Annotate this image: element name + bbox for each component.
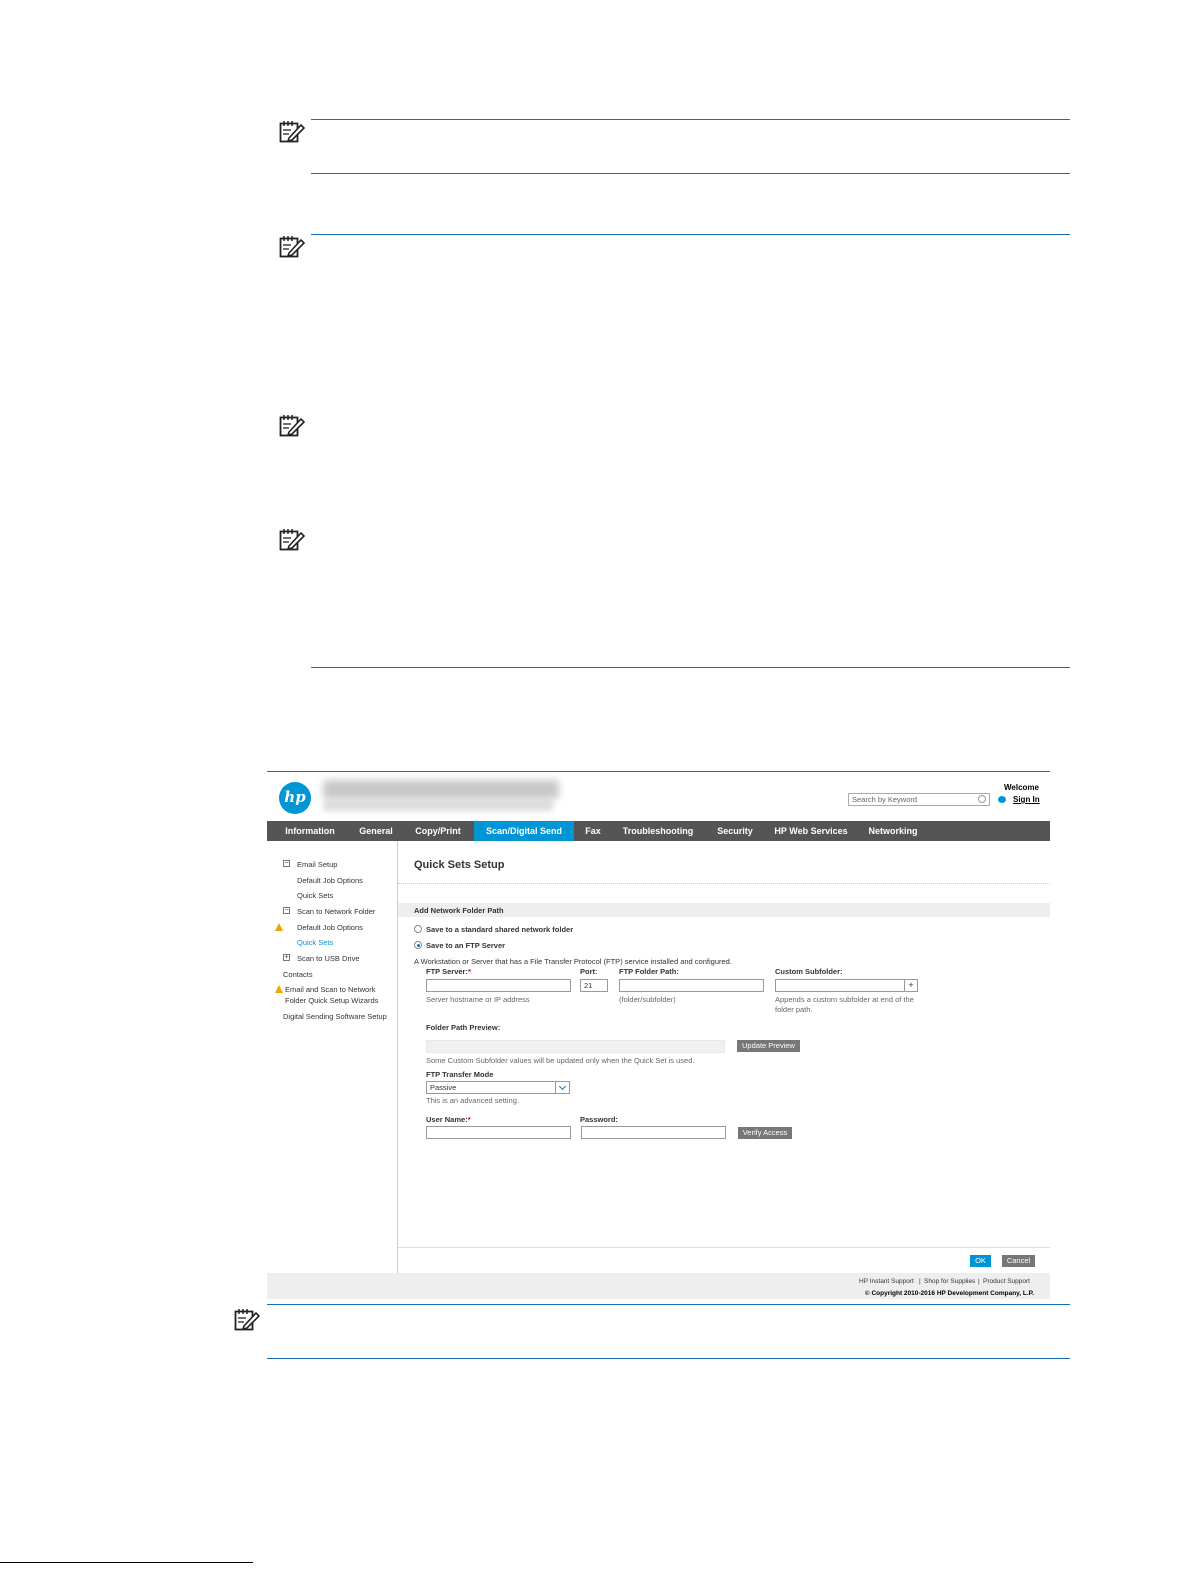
tab-networking[interactable]: Networking — [868, 826, 918, 836]
update-preview-button[interactable]: Update Preview — [737, 1040, 800, 1052]
user-name-input[interactable] — [426, 1126, 571, 1139]
sidebar-item-digital-sending-software-setup[interactable]: Digital Sending Software Setup — [283, 1012, 387, 1021]
radio-shared-folder[interactable] — [414, 925, 422, 933]
cancel-button[interactable]: Cancel — [1002, 1255, 1035, 1267]
copyright: © Copyright 2010-2016 HP Development Company, L.P. — [864, 1290, 1034, 1297]
warning-icon — [275, 985, 283, 993]
tab-hp-web-services[interactable]: HP Web Services — [774, 826, 848, 836]
search-placeholder: Search by Keyword — [852, 795, 918, 804]
warning-icon — [275, 923, 283, 931]
custom-subfolder-input[interactable] — [775, 979, 918, 992]
welcome-label: Welcome — [1004, 783, 1039, 792]
main-panel — [398, 841, 1050, 1273]
folder-path-input[interactable] — [619, 979, 764, 992]
note-icon — [279, 414, 305, 438]
sidebar-item-snf-quick-sets[interactable]: Quick Sets — [297, 938, 334, 947]
tab-scan-digital-send[interactable]: Scan/Digital Send — [474, 821, 574, 841]
user-name-label: User Name:* — [426, 1115, 471, 1124]
required-mark: * — [467, 967, 471, 976]
hp-logo: hp — [279, 782, 311, 814]
note-icon — [279, 235, 305, 259]
port-input[interactable]: 21 — [580, 979, 608, 992]
custom-subfolder-hint-line1: Appends a custom subfolder at end of the — [775, 995, 914, 1004]
sidebar-item-contacts[interactable]: Contacts — [283, 970, 313, 979]
sidebar-item-wizards-line1[interactable]: Email and Scan to Network — [285, 985, 376, 994]
folder-path-hint: (folder/subfolder) — [619, 995, 676, 1004]
blurred-product-name — [323, 780, 559, 799]
blurred-product-address — [323, 800, 553, 811]
ftp-description: A Workstation or Server that has a File Transfer Protocol (FTP) service installed and configured. — [414, 957, 732, 966]
port-label: Port: — [580, 967, 598, 976]
radio-shared-folder-label: Save to a standard shared network folder — [426, 925, 574, 934]
custom-subfolder-label: Custom Subfolder: — [775, 967, 843, 976]
chevron-down-icon[interactable] — [555, 1081, 570, 1094]
transfer-mode-select[interactable] — [426, 1081, 570, 1094]
sidebar-item-email-quick-sets[interactable]: Quick Sets — [297, 891, 334, 900]
ews-footer — [267, 1273, 1050, 1299]
radio-ftp-server-label: Save to an FTP Server — [426, 941, 506, 950]
main-nav — [267, 821, 1050, 841]
tab-general[interactable]: General — [359, 826, 393, 836]
note-divider — [311, 173, 1070, 174]
note-divider — [267, 1304, 1070, 1305]
tab-fax[interactable]: Fax — [585, 826, 601, 836]
sidebar-item-wizards-line2[interactable]: Folder Quick Setup Wizards — [285, 996, 379, 1005]
add-subfolder-button[interactable]: + — [904, 979, 917, 992]
sidebar-item-email-setup[interactable]: Email Setup — [297, 860, 338, 869]
link-shop-supplies[interactable]: Shop for Supplies — [924, 1278, 976, 1285]
button-bar-separator — [398, 1247, 1050, 1248]
folder-path-preview — [426, 1040, 725, 1053]
note-icon — [234, 1308, 260, 1332]
verify-access-button[interactable]: Verify Access — [738, 1127, 792, 1139]
section-title: Add Network Folder Path — [414, 906, 504, 915]
section-header — [398, 903, 1050, 917]
tab-security[interactable]: Security — [717, 826, 753, 836]
link-instant-support[interactable]: HP Instant Support — [859, 1278, 914, 1285]
sign-in-icon — [998, 796, 1006, 803]
collapse-icon[interactable]: − — [284, 907, 289, 914]
folder-path-preview-label: Folder Path Preview: — [426, 1023, 501, 1032]
panel-top-border — [267, 771, 1050, 772]
link-product-support[interactable]: Product Support — [983, 1278, 1030, 1285]
page-title: Quick Sets Setup — [414, 859, 505, 871]
note-divider — [311, 119, 1070, 120]
sign-in-link[interactable]: Sign In — [1013, 795, 1040, 804]
note-divider — [267, 1358, 1070, 1359]
custom-subfolder-hint-line2: folder path. — [775, 1005, 813, 1014]
transfer-mode-hint: This is an advanced setting. — [426, 1096, 519, 1105]
tab-copy-print[interactable]: Copy/Print — [415, 826, 461, 836]
ok-button[interactable]: OK — [970, 1255, 991, 1267]
tab-troubleshooting[interactable]: Troubleshooting — [622, 826, 694, 836]
password-label: Password: — [580, 1115, 618, 1124]
note-icon — [279, 120, 305, 144]
note-icon — [279, 528, 305, 552]
ftp-server-hint: Server hostname or IP address — [426, 995, 530, 1004]
note-divider — [311, 234, 1070, 235]
title-separator — [398, 883, 1050, 884]
tab-information[interactable]: Information — [285, 826, 335, 836]
page-footer-rule — [0, 1562, 253, 1563]
sidebar — [267, 841, 398, 1273]
transfer-mode-label: FTP Transfer Mode — [426, 1070, 494, 1079]
sidebar-item-email-default-job-options[interactable]: Default Job Options — [297, 876, 363, 885]
preview-note: Some Custom Subfolder values will be updated only when the Quick Set is used. — [426, 1056, 695, 1065]
expand-icon[interactable]: + — [284, 954, 289, 961]
password-input[interactable] — [581, 1126, 726, 1139]
collapse-icon[interactable]: − — [284, 860, 289, 867]
sidebar-item-scan-to-usb-drive[interactable]: Scan to USB Drive — [297, 954, 360, 963]
search-icon[interactable] — [978, 795, 986, 803]
sidebar-item-scan-to-network-folder[interactable]: Scan to Network Folder — [297, 907, 376, 916]
link-divider: | — [919, 1278, 921, 1285]
search-input[interactable] — [848, 793, 990, 806]
ftp-server-label: FTP Server:* — [426, 967, 471, 976]
link-divider: | — [978, 1278, 980, 1285]
note-divider — [311, 667, 1070, 668]
ews-screenshot — [267, 771, 1050, 1299]
required-mark: * — [467, 1115, 471, 1124]
ftp-server-input[interactable] — [426, 979, 571, 992]
folder-path-label: FTP Folder Path: — [619, 967, 679, 976]
radio-ftp-server[interactable] — [414, 941, 422, 949]
transfer-mode-value: Passive — [430, 1083, 457, 1092]
sidebar-item-snf-default-job-options[interactable]: Default Job Options — [297, 923, 363, 932]
